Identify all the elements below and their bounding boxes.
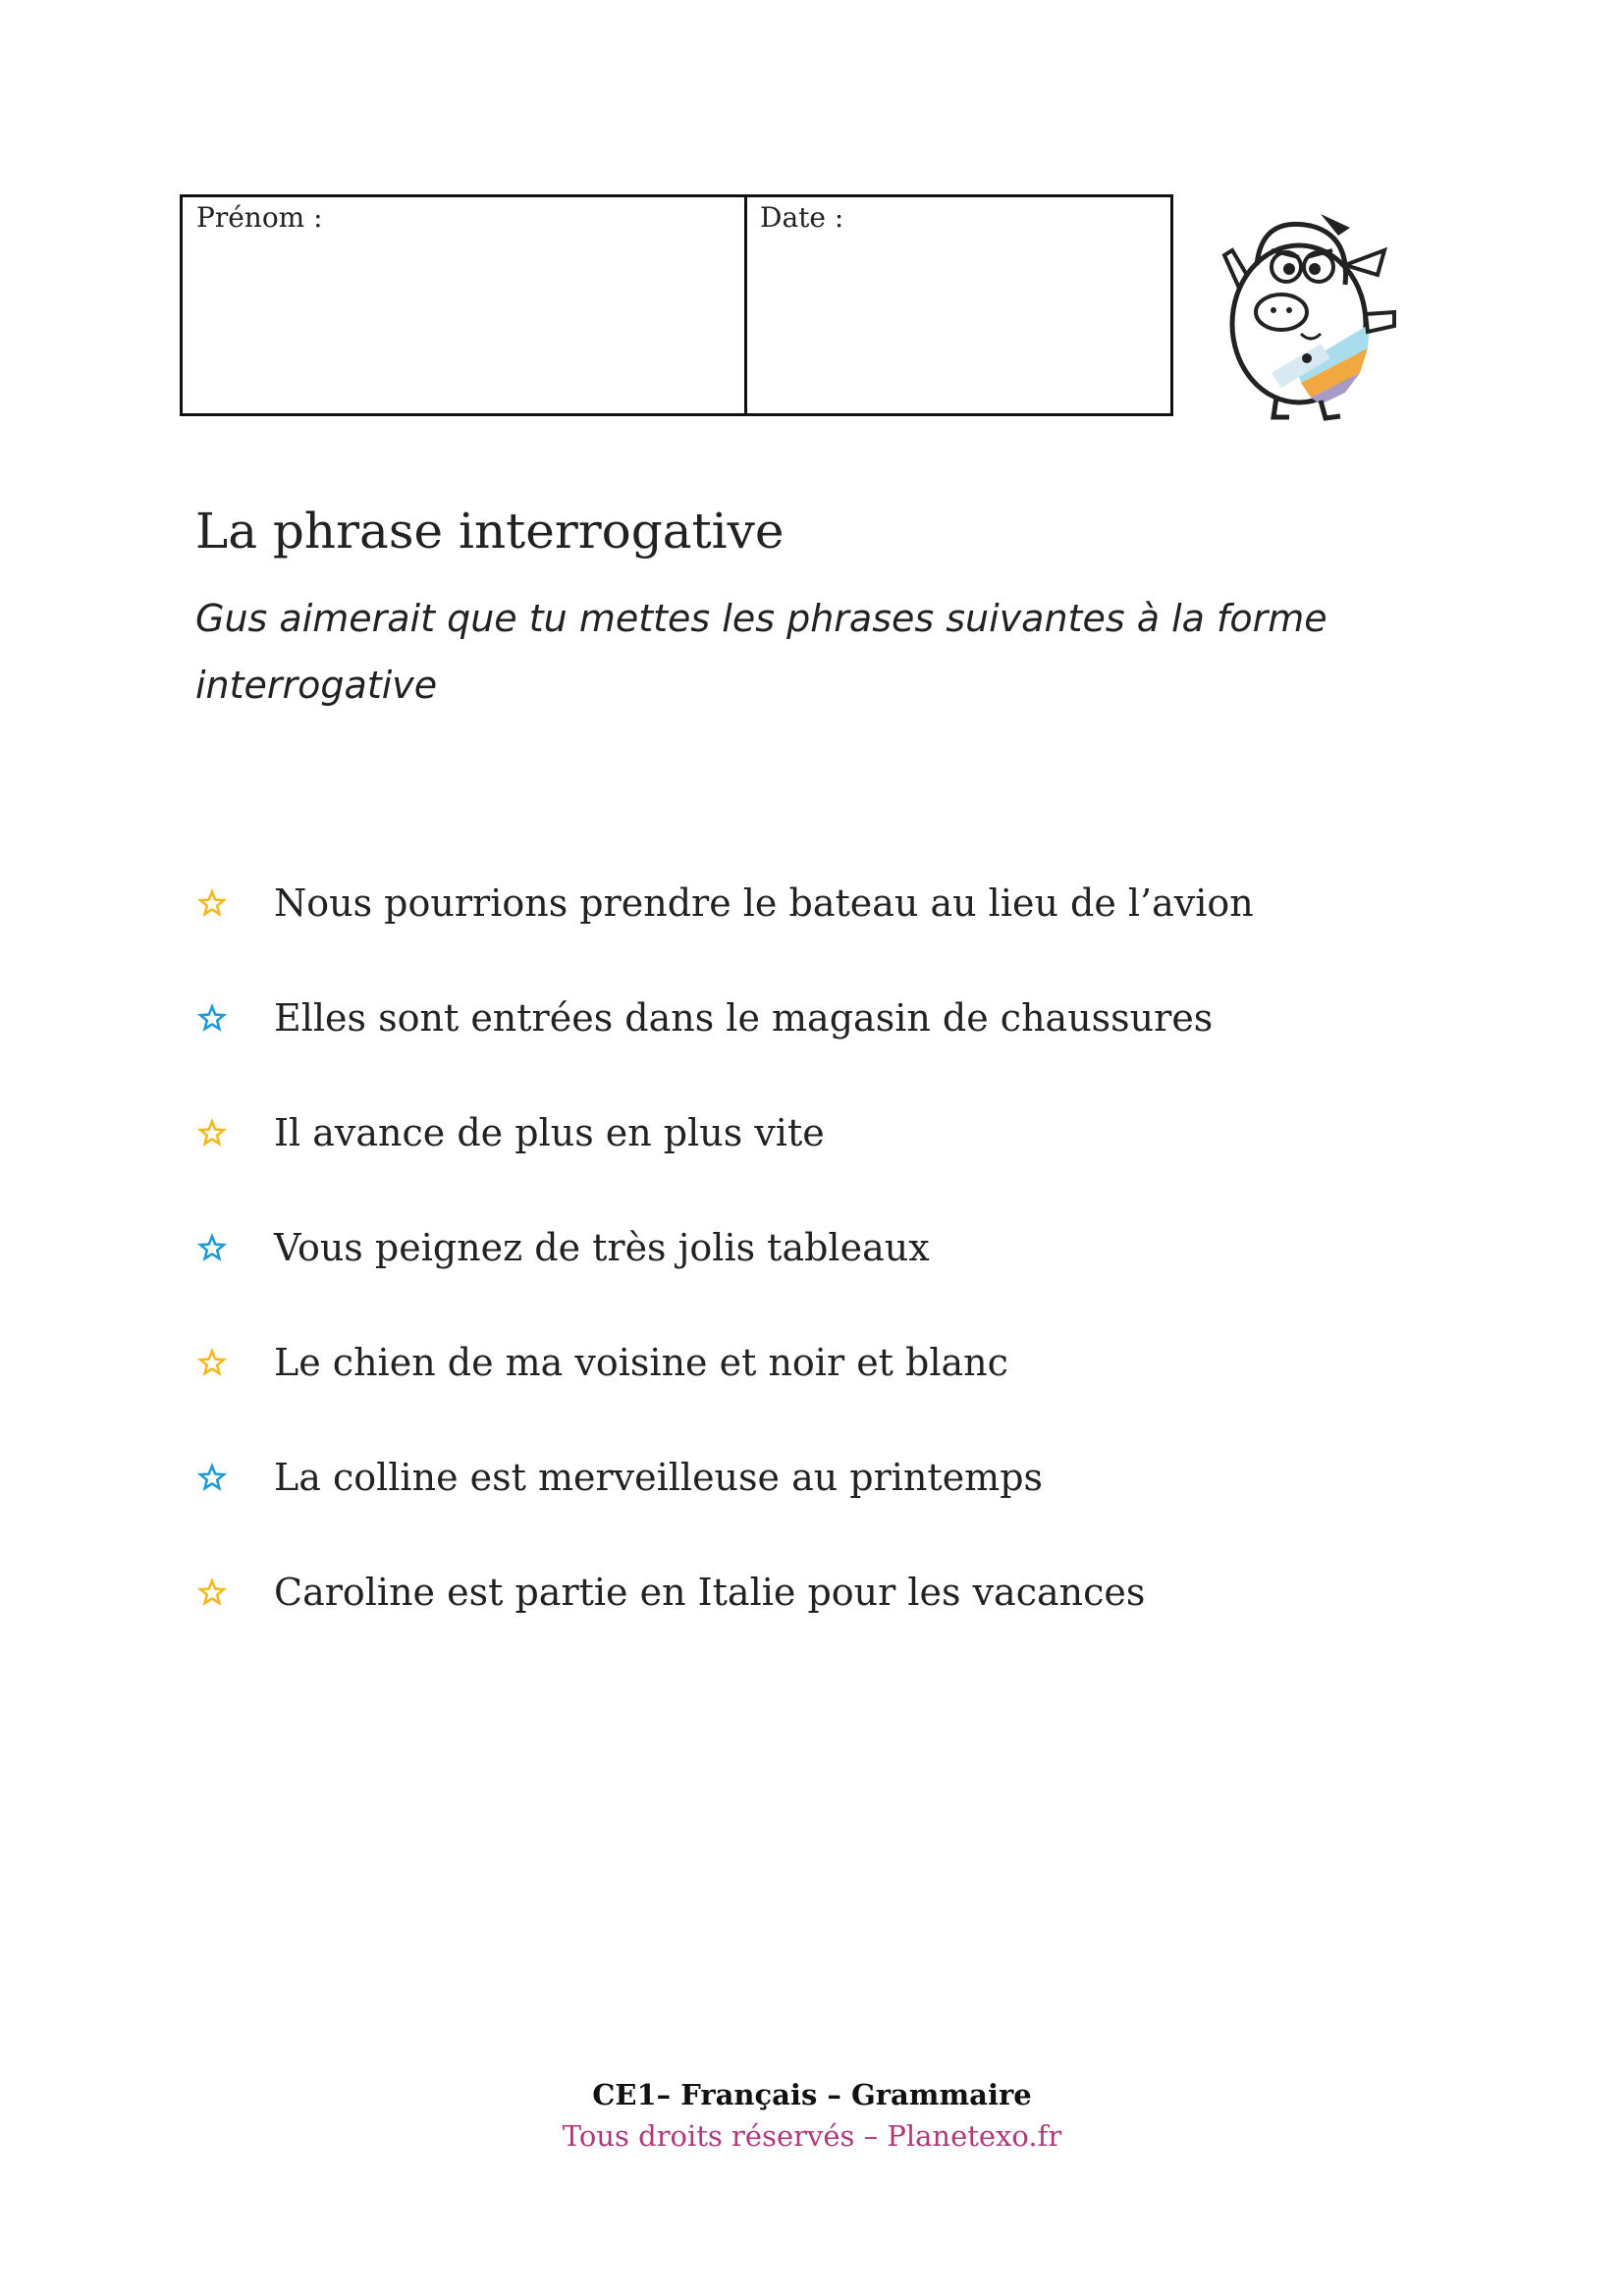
star-icon [195,1116,229,1149]
star-icon [195,1346,229,1379]
star-icon [195,886,229,920]
footer-subject: CE1– Français – Grammaire [592,2078,1032,2111]
exercise-list [195,879,1472,1682]
exercise-item [195,1453,1472,1568]
exercise-item [195,1108,1472,1223]
exercise-item [195,1338,1472,1453]
exercise-sentence: Nous pourrions prendre le bateau au lieu de l’avion [274,881,1254,925]
box-divider [744,197,747,413]
prenom-label: Prénom : [196,201,323,234]
sheep-mascot-icon [1203,196,1414,422]
name-date-box [180,194,1173,416]
exercise-sentence: Il avance de plus en plus vite [274,1111,825,1154]
exercise-item [195,1223,1472,1338]
exercise-sentence: Caroline est partie en Italie pour les vacances [274,1571,1146,1614]
exercise-sentence: Vous peignez de très jolis tableaux [274,1226,930,1269]
star-icon [195,1001,229,1035]
exercise-sentence: Le chien de ma voisine et noir et blanc [274,1341,1008,1384]
exercise-item [195,879,1472,993]
exercise-sentence: Elles sont entrées dans le magasin de chaussures [274,996,1214,1040]
star-icon [195,1461,229,1494]
footer-rights: Tous droits réservés – Planetexo.fr [562,2119,1062,2153]
exercise-item [195,993,1472,1108]
star-icon [195,1575,229,1609]
instruction-text: Gus aimerait que tu mettes les phrases suivantes à la forme interrogative [195,597,1327,707]
date-label: Date : [760,201,844,234]
page-title: La phrase interrogative [195,503,785,560]
exercise-item [195,1568,1472,1682]
exercise-sentence: La colline est merveilleuse au printemps [274,1456,1044,1499]
star-icon [195,1231,229,1264]
